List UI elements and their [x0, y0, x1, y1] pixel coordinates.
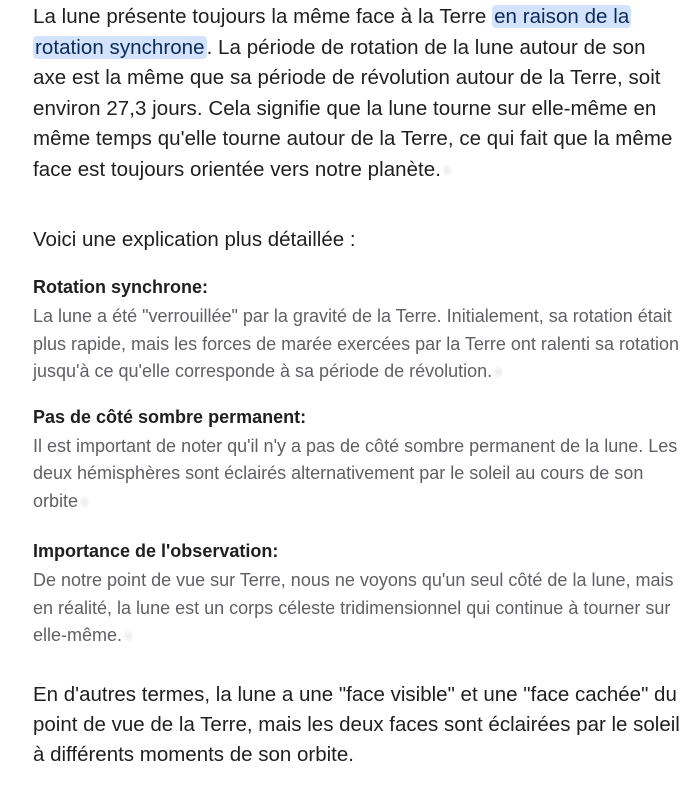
section-body — [33, 433, 683, 516]
section-title: Importance de l'observation: — [33, 541, 279, 561]
highlighted-phrase-link[interactable]: en raison de la rotation synchrone — [35, 5, 630, 59]
intro-paragraph — [33, 0, 683, 185]
response-content — [33, 0, 683, 770]
intro-text-after: . La période de rotation de la lune autour de son axe est la même que sa période de révolution autour de la Terre, soit environ 27,3 jours. Cela signifie que la lune tourne sur elle-même en même temps qu'elle tourne autour de la Terre, ce qui fait que la même face est toujours orientée vers notre planète. — [33, 35, 673, 181]
conclusion-paragraph — [33, 680, 683, 770]
streaming-fade-icon — [124, 630, 133, 642]
conclusion-text: En d'autres termes, la lune a une "face visible" et une "face cachée" du point de vue de la Terre, mais les deux faces sont éclairées par le soleil à différents moments de son orbite. — [33, 682, 680, 766]
section-body-text: Il est important de noter qu'il n'y a pas de côté sombre permanent de la lune. Les deux hémisphères sont éclairés alternativement par le soleil au cours de son orbite — [33, 435, 678, 511]
section-title: Rotation synchrone: — [33, 277, 209, 297]
section-body — [33, 567, 683, 650]
section-body — [33, 303, 683, 386]
section-pas-de-cote-sombre — [33, 404, 683, 516]
streaming-fade-icon — [494, 366, 503, 378]
section-rotation-synchrone — [33, 274, 683, 386]
streaming-fade-icon — [80, 496, 89, 508]
explanation-subheading: Voici une explication plus détaillée : — [33, 228, 356, 251]
intro-text-before: La lune présente toujours la même face à la Terre — [33, 5, 493, 28]
section-body-text: De notre point de vue sur Terre, nous ne voyons qu'un seul côté de la lune, mais en réalité, la lune est un corps céleste tridimensionnel qui continue à tourner sur elle-même. — [33, 570, 674, 645]
section-body-text: La lune a été "verrouillée" par la gravité de la Terre. Initialement, sa rotation était plus rapide, mais les forces de marée exercées par la Terre ont ralenti sa rotation jusqu'à ce qu'elle corresponde à sa période de révolution. — [33, 306, 679, 381]
section-title: Pas de côté sombre permanent: — [33, 406, 307, 427]
streaming-fade-icon — [443, 164, 452, 176]
section-importance-observation — [33, 538, 683, 650]
